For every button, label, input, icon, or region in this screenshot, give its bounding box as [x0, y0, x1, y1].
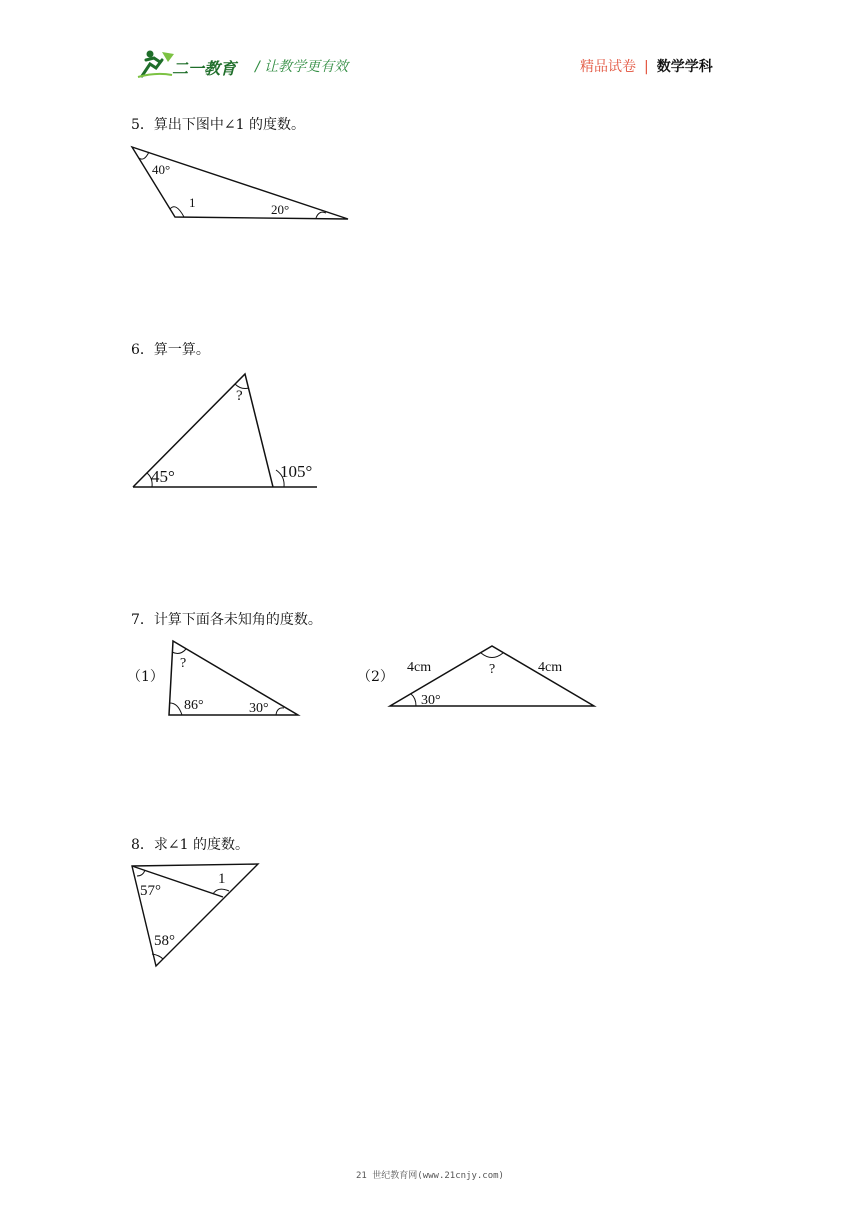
angle-label-30: 30°: [249, 701, 269, 716]
angle-label-30: 30°: [421, 693, 441, 708]
side-label-left: 4cm: [407, 660, 432, 675]
question-6-prompt: [131, 339, 210, 359]
angle-label-question: ?: [489, 662, 496, 677]
question-7-prompt: [131, 609, 322, 629]
header-slogan: / 让教学更有效: [255, 59, 349, 75]
question-number: 7．: [131, 612, 154, 628]
angle-label-1: 1: [189, 195, 196, 210]
figure-q7-triangle-1: [160, 636, 305, 721]
question-8-prompt: [131, 834, 249, 854]
question-number: 5．: [131, 117, 154, 133]
header-right: [580, 56, 713, 76]
question-text: 算一算。: [153, 342, 210, 358]
angle-label-1: 1: [218, 871, 226, 887]
page-footer: 21 世纪教育网(www.21cnjy.com): [356, 1171, 504, 1181]
question-number: 6．: [131, 342, 154, 358]
part-1-tag: （1）: [127, 669, 164, 685]
angle-label-86: 86°: [184, 698, 204, 713]
figure-q8-triangle: [125, 858, 265, 973]
question-number: 8．: [131, 837, 154, 853]
header-separator: |: [644, 59, 649, 75]
angle-label-58: 58°: [154, 933, 175, 949]
angle-label-105: 105°: [280, 462, 313, 481]
angle-label-57: 57°: [140, 883, 161, 899]
question-text: 计算下面各未知角的度数。: [153, 612, 322, 628]
angle-label-question: ?: [180, 656, 187, 671]
angle-label-40: 40°: [152, 162, 171, 177]
side-label-right: 4cm: [538, 660, 563, 675]
figure-q7-triangle-2: [385, 640, 600, 712]
header-label: 精品试卷: [580, 59, 636, 75]
header-subject: 数学学科: [656, 59, 713, 75]
logo-text: 二一教育: [172, 59, 237, 78]
angle-label-45: 45°: [151, 467, 175, 486]
question-5-prompt: [131, 114, 305, 134]
figure-q5-triangle: [120, 140, 360, 230]
part-2-tag: （2）: [357, 669, 394, 685]
angle-label-question: ?: [236, 388, 243, 404]
angle-label-20: 20°: [271, 202, 290, 217]
figure-q6-triangle: [125, 366, 325, 496]
question-text: 算出下图中∠1 的度数。: [153, 117, 306, 133]
question-text: 求∠1 的度数。: [153, 837, 250, 853]
